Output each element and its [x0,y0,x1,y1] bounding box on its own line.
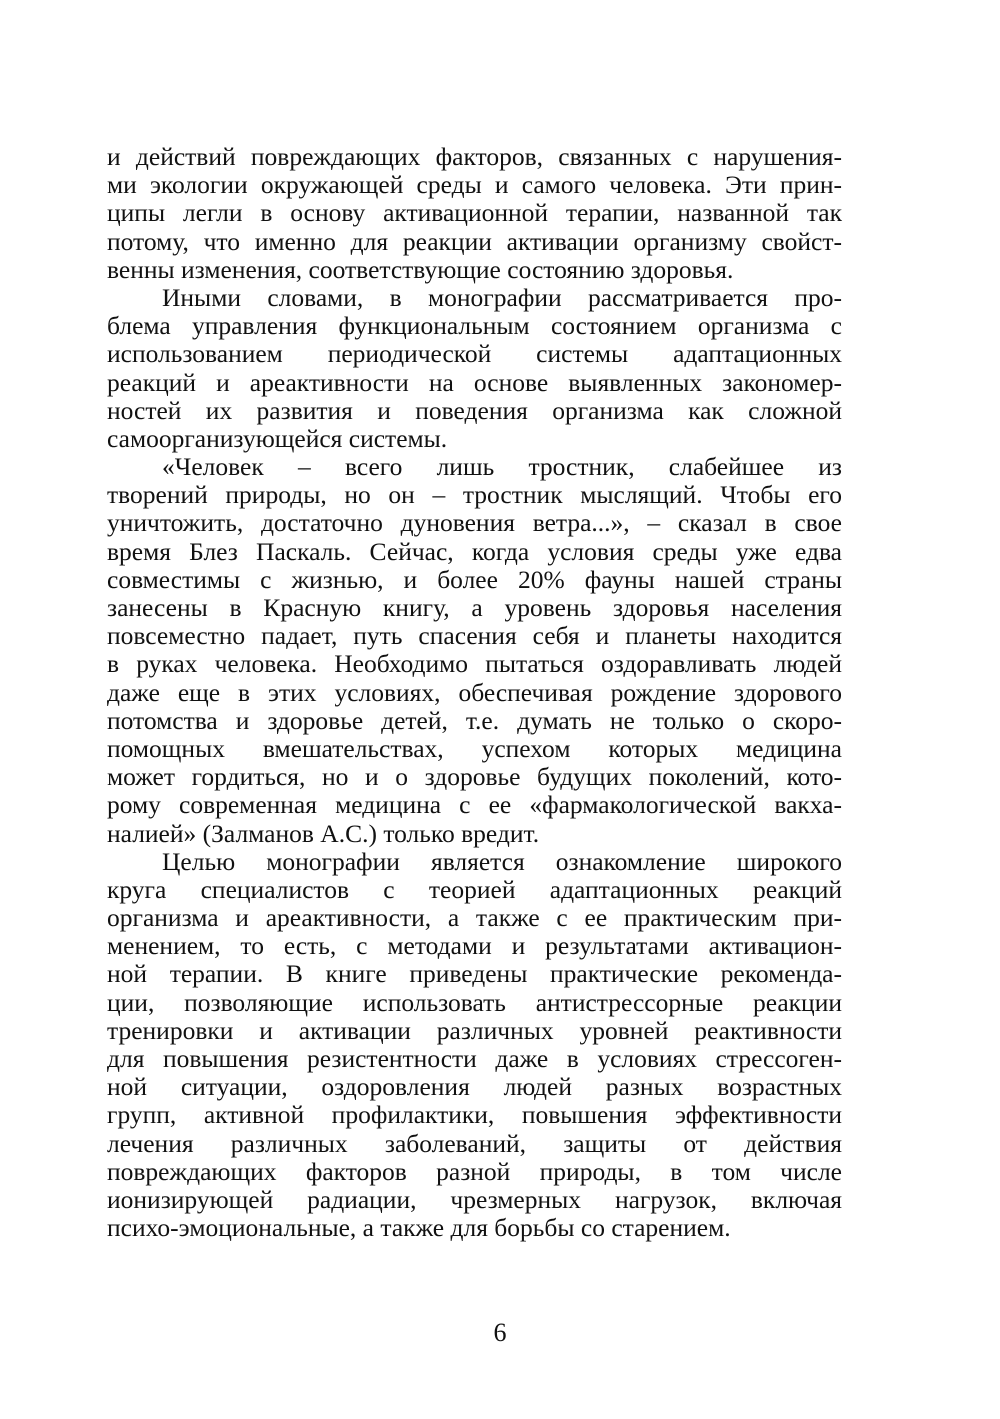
text-line: налией» (Залманов А.С.) только вредит. [107,818,540,848]
text-line: использованием периодической системы адаптационных [107,339,842,369]
text-line: время Блез Паскаль. Сейчас, когда условия среды уже едва [107,536,842,566]
paragraph [107,453,842,848]
text-line: менением, то есть, с методами и результатами активацион- [107,931,842,961]
text-line: для повышения резистентности даже в условиях стрессоген- [107,1044,842,1073]
text-line: «Человек – всего лишь тростник, слабейшее из [162,452,842,482]
text-line: ципы легли в основу активационной терапии, названной так [107,198,842,228]
text-line: реакций и ареактивности на основе выявленных закономер- [107,367,842,397]
paragraph [107,284,842,453]
text-line: круга специалистов с теорией адаптационных реакций [107,874,842,904]
text-line: потому, что именно для реакции активации организму свойст- [107,226,842,256]
text-line: групп, активной профилактики, повышения эффективности [107,1100,842,1130]
text-line: творений природы, но он – тростник мыслящий. Чтобы его [107,480,842,510]
text-line: ионизирующей радиации, чрезмерных нагрузок, включая [107,1184,842,1214]
body-text [107,143,842,1242]
paragraph [107,848,842,1243]
paragraph [107,143,842,284]
text-line: тренировки и активации различных уровней реактивности [107,1015,842,1045]
text-line: повреждающих факторов разной природы, в том числе [107,1156,842,1186]
text-line: помощных вмешательствах, успехом которых медицина [107,733,842,763]
text-line: даже еще в этих условиях, обеспечивая рождение здорового [107,677,842,707]
text-line: организма и ареактивности, а также с ее практическим при- [107,903,842,933]
text-line: повсеместно падает, путь спасения себя и планеты находится [107,621,842,651]
text-line: совместимы с жизнью, и более 20% фауны нашей страны [107,564,842,594]
page-number: 6 [493,1318,507,1347]
text-line: Целью монографии является ознакомление широкого [162,846,842,876]
text-line: психо-эмоциональные, а также для борьбы со старением. [107,1213,731,1243]
text-line: занесены в Красную книгу, а уровень здоровья населения [107,593,842,622]
text-line: может гордиться, но и о здоровье будущих поколений, кото- [107,762,842,792]
text-line: ностей их развития и поведения организма как сложной [107,395,842,425]
text-line: потомства и здоровье детей, т.е. думать не только о скоро- [107,705,842,735]
text-line: ной ситуации, оздоровления людей разных возрастных [107,1072,842,1102]
text-line: ции, позволяющие использовать антистрессорные реакции [107,987,842,1017]
text-line: в руках человека. Необходимо пытаться оздоравливать людей [107,649,842,679]
text-line: самоорганизующейся системы. [107,423,448,453]
text-line: рому современная медицина с ее «фармакологической вакха- [107,790,842,820]
text-line: Иными словами, в монографии рассматривается про- [162,282,842,312]
text-line: лечения различных заболеваний, защиты от действия [107,1128,842,1158]
text-line: и действий повреждающих факторов, связанных с нарушения- [107,142,842,171]
text-line: ми экологии окружающей среды и самого человека. Эти прин- [107,170,842,200]
text-line: уничтожить, достаточно дуновения ветра...», – сказал в свое [107,508,842,538]
text-line: венны изменения, соответствующие состоянию здоровья. [107,254,734,284]
text-line: блема управления функциональным состоянием организма с [107,311,842,341]
text-line: ной терапии. В книге приведены практические рекоменда- [107,959,842,989]
